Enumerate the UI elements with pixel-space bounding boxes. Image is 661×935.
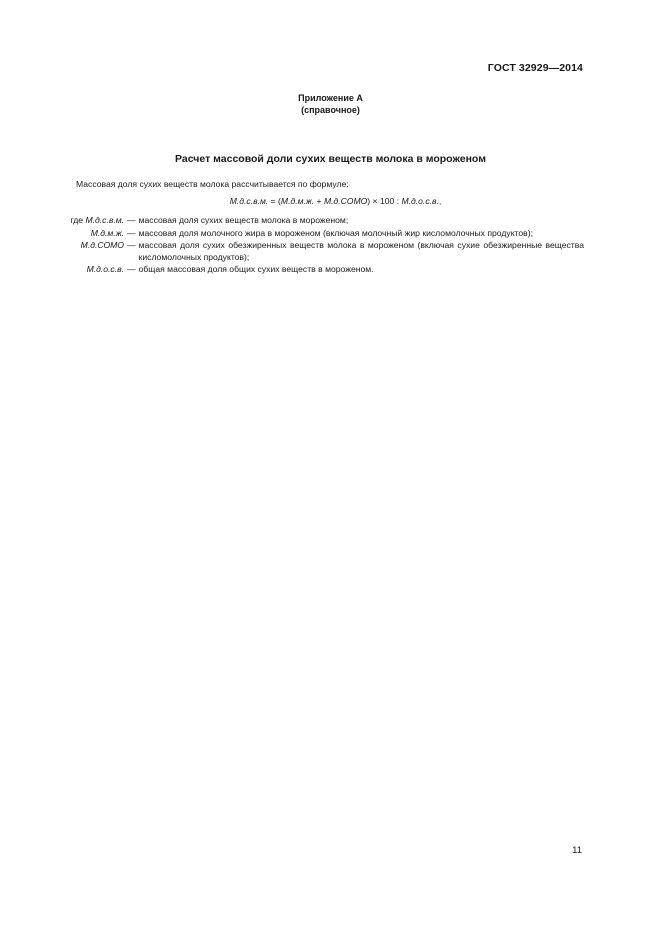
definitions-list	[44, 215, 584, 277]
definition-symbol: М.д.СОМО	[80, 240, 124, 250]
definition-dash: —	[127, 215, 136, 225]
definition-prefix: где	[70, 215, 86, 225]
formula	[0, 196, 661, 206]
definition-symbol: М.д.м.ж.	[90, 227, 124, 238]
formula-term1: М.д.м.ж.	[280, 196, 315, 206]
definition-text: массовая доля молочного жира в мороженом (включая молочный жир кисломолочных продуктов);	[138, 227, 533, 238]
definition-symbol: М.д.о.с.в.	[86, 264, 124, 274]
definition-text: общая массовая доля общих сухих веществ в мороженом.	[138, 264, 374, 274]
formula-term3: М.д.о.с.в.	[401, 196, 439, 206]
definition-text: массовая доля сухих обезжиренных веществ молока в мороженом (включая сухие обезжиренные вещества кисломолочных продуктов);	[138, 240, 584, 262]
definition-item	[44, 228, 584, 240]
formula-rest: ) × 100 :	[367, 196, 402, 206]
definition-term	[44, 264, 124, 276]
definition-item	[44, 264, 584, 276]
definition-term	[44, 228, 124, 240]
formula-end: ,	[438, 196, 442, 206]
definition-dash: —	[127, 227, 136, 238]
definition-dash: —	[127, 264, 136, 274]
definition-item	[44, 215, 584, 227]
formula-term2: М.д.СОМО	[323, 196, 368, 206]
page-title: Расчет массовой доли сухих веществ молока в мороженом	[175, 153, 486, 165]
appendix-heading	[0, 92, 661, 116]
definition-text: массовая доля сухих веществ молока в мороженом;	[138, 215, 349, 225]
standard-code: ГОСТ 32929—2014	[487, 62, 583, 74]
appendix-label: Приложение А	[298, 93, 363, 103]
appendix-type: (справочное)	[301, 105, 360, 115]
formula-lhs: М.д.с.в.м.	[229, 196, 269, 206]
definition-dash: —	[127, 240, 136, 250]
formula-equals: = (	[268, 196, 281, 206]
definition-term	[44, 240, 124, 263]
definition-term	[44, 215, 124, 227]
formula-plus: +	[314, 196, 324, 206]
definition-item	[44, 240, 584, 263]
definition-symbol: М.д.с.в.м.	[85, 215, 124, 225]
intro-text: Массовая доля сухих веществ молока рассчитывается по формуле:	[76, 179, 349, 189]
page-number: 11	[572, 845, 582, 856]
